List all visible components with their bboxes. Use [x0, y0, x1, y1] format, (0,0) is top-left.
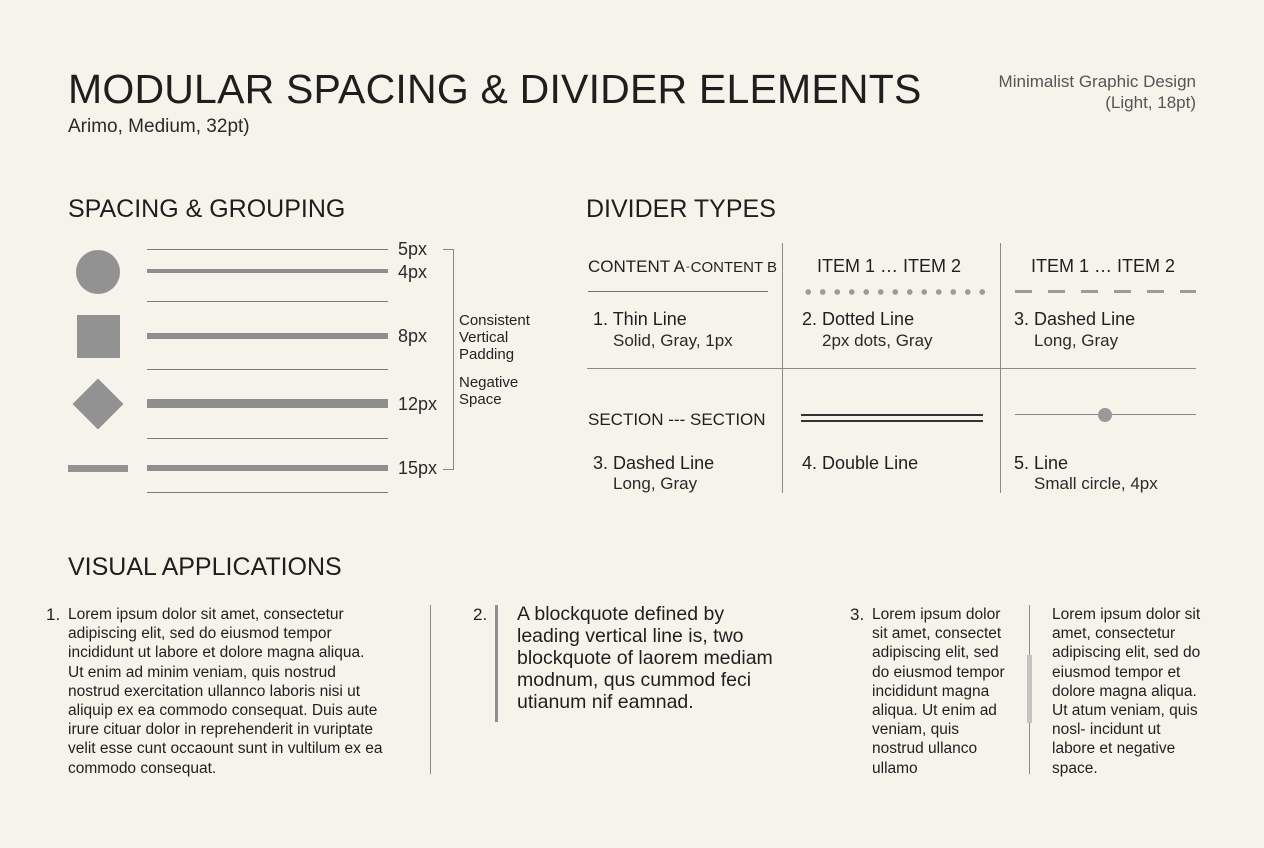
- divider-subtitle: Long, Gray: [1034, 331, 1119, 350]
- spacing-label: 8px: [398, 326, 428, 346]
- spacing-label: 12px: [398, 394, 438, 414]
- spacing-label: 5px: [398, 239, 428, 259]
- divider-title: 5. Line: [1014, 453, 1069, 473]
- diamond-shape: [73, 379, 124, 430]
- cell-header: [588, 257, 777, 277]
- spacing-rule-thin: [147, 438, 388, 439]
- divider-subtitle: Small circle, 4px: [1034, 474, 1158, 493]
- divider-title: 3. Dashed Line: [1014, 309, 1136, 329]
- divider-subtitle: Long, Gray: [613, 474, 698, 493]
- divider-title: 3. Dashed Line: [593, 453, 715, 473]
- spacing-rule-15px: [147, 465, 388, 471]
- cell-header: ITEM 1 … ITEM 2: [817, 256, 962, 276]
- page-subtitle: Arimo, Medium, 32pt): [68, 116, 250, 137]
- note-negative-space: Negative Space: [459, 374, 519, 408]
- blockquote-text: A blockquote defined by leading vertical line is, two blockquote of laorem mediam modnum, qus cummod feci utianum nif eamnad.: [517, 603, 773, 713]
- divider-title: 1. Thin Line: [593, 309, 687, 329]
- paragraph-1: Lorem ipsum dolor sit amet, consectetur adipiscing elit, sed do eiusmod tempor incididunt ut labore et dolore magna aliqua. Ut enim ad minim veniam, quis nostrud nostrud exercitation ullannco laboris nisi ut aliquip ex ea commodo consequat. Duis aute irure cituar dolor in reprehenderit in vuriptate velit esse cunt occaount sunt in vultilum ex ea commodo consequat.: [68, 606, 383, 777]
- grid-separator: [587, 368, 1196, 369]
- spacing-bracket: [443, 249, 454, 470]
- bar-shape: [68, 465, 128, 472]
- item-number: 1.: [46, 605, 61, 624]
- content-a-label: CONTENT A: [588, 257, 685, 276]
- applications-heading: VISUAL APPLICATIONS: [68, 553, 342, 581]
- divider-subtitle: Solid, Gray, 1px: [613, 331, 733, 350]
- dotted-line-divider: [801, 289, 986, 295]
- square-shape: [77, 315, 120, 358]
- divider-title: 4. Double Line: [802, 453, 919, 473]
- note-vertical-padding: Consistent Vertical Padding: [459, 312, 530, 363]
- spacing-rule-thin: [147, 369, 388, 370]
- spacing-rule-8px: [147, 333, 388, 339]
- spacing-rule-thin: [147, 301, 388, 302]
- corner-caption-line1: Minimalist Graphic Design: [998, 72, 1196, 91]
- spacing-rule-thin: [147, 249, 388, 250]
- spacing-rule-thin: [147, 492, 388, 493]
- spacing-rule-12px: [147, 399, 388, 408]
- double-line-divider-bottom: [801, 420, 983, 422]
- spacing-label: 15px: [398, 458, 438, 478]
- circle-shape: [76, 250, 120, 294]
- cell-header: SECTION --- SECTION: [588, 410, 766, 429]
- thin-line-divider: [588, 291, 768, 292]
- divider-heading: DIVIDER TYPES: [586, 195, 776, 223]
- column-divider: [430, 605, 431, 774]
- item-number: 3.: [850, 605, 865, 624]
- item-number: 2.: [473, 605, 488, 624]
- paragraph-4: Lorem ipsum dolor sit amet, consectetur adipiscing elit, sed do eiusmod tempor et dolore magna aliqua. Ut atum veniam, quis nosl- incidunt ut labore et negative space.: [1052, 606, 1201, 777]
- spacing-rule-4px: [147, 269, 388, 273]
- divider-title: 2. Dotted Line: [802, 309, 915, 329]
- corner-caption: [999, 71, 1196, 113]
- cell-header: ITEM 1 … ITEM 2: [1031, 256, 1176, 276]
- content-b-label: CONTENT B: [690, 259, 778, 276]
- dashed-line-divider: [1015, 290, 1196, 293]
- blockquote-bar: [495, 605, 498, 722]
- corner-caption-line2: (Light, 18pt): [1105, 93, 1196, 112]
- spacing-label: 4px: [398, 262, 428, 282]
- small-circle-marker: [1098, 408, 1112, 422]
- spacing-heading: SPACING & GROUPING: [68, 195, 346, 223]
- page-title: MODULAR SPACING & DIVIDER ELEMENTS: [68, 66, 922, 112]
- divider-subtitle: 2px dots, Gray: [822, 331, 933, 350]
- scroll-handle: [1027, 655, 1032, 723]
- content-separator: -: [685, 261, 690, 273]
- double-line-divider-top: [801, 414, 983, 416]
- paragraph-3: Lorem ipsum dolor sit amet, consectet adipiscing elit, sed do eiusmod tempor incididunt magna aliqua. Ut enim ad veniam, quis nostrud ullanco ullamo: [872, 606, 1005, 777]
